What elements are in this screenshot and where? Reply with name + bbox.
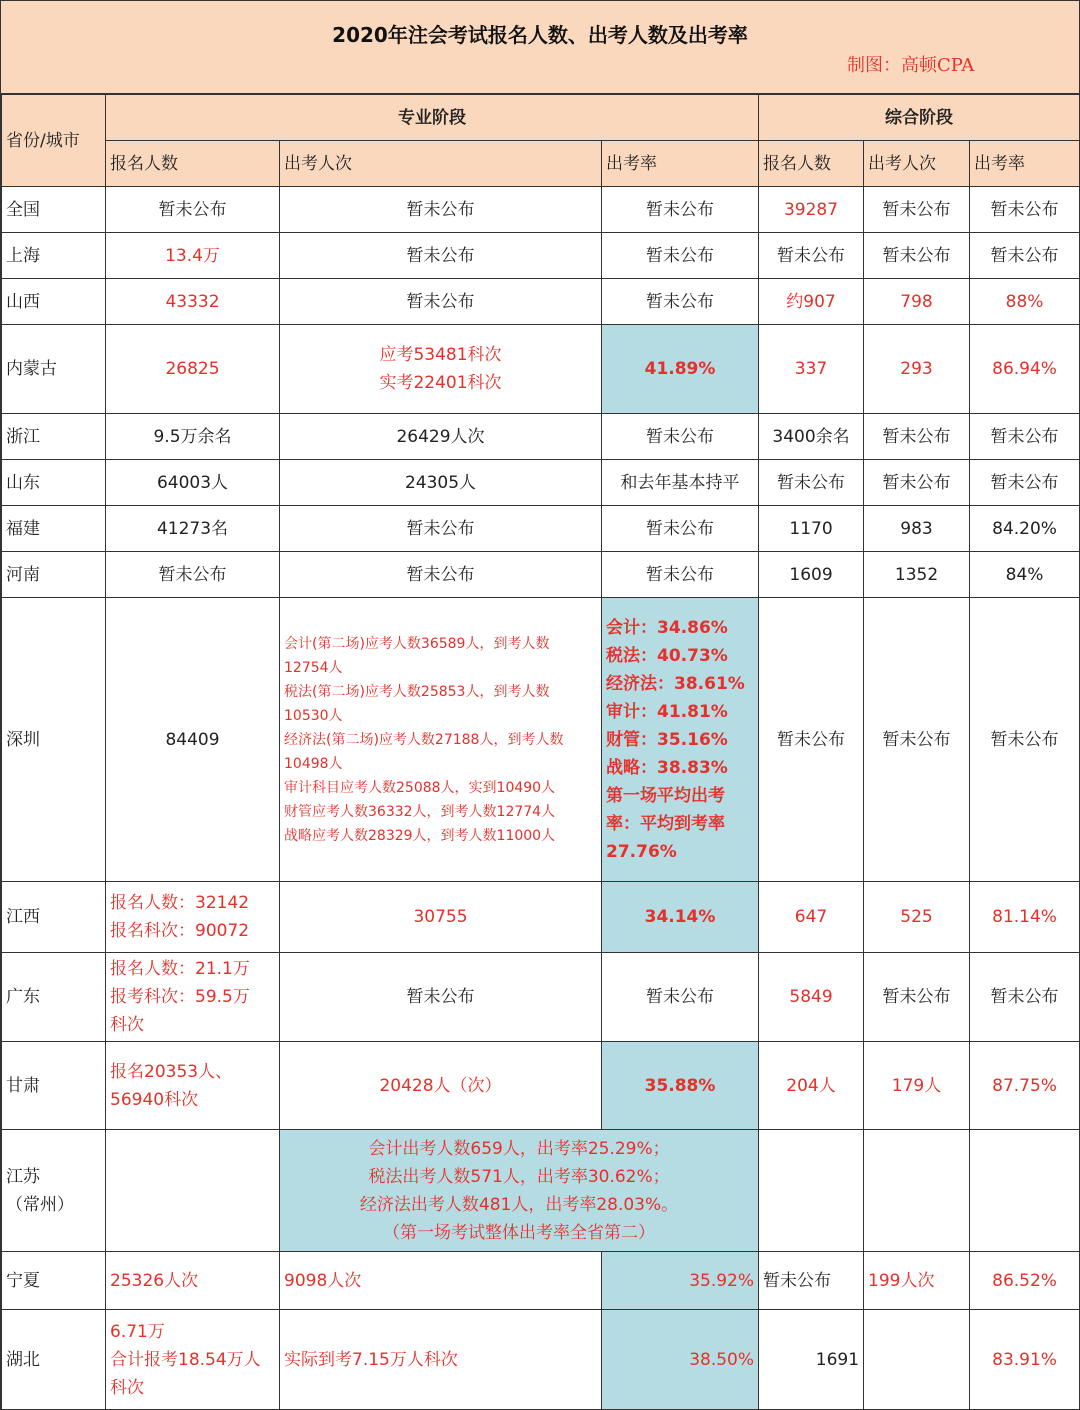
cell-p-registered: 84409 [106, 598, 280, 882]
cell-c-registered: 暂未公布 [759, 598, 864, 882]
cell-p-attendance: 暂未公布 [280, 233, 602, 279]
cell-c-rate: 86.94% [970, 325, 1080, 414]
cell-p-attendance: 24305人 [280, 460, 602, 506]
cell-region: 河南 [2, 552, 106, 598]
cell-region: 宁夏 [2, 1252, 106, 1310]
table-row [2, 598, 1080, 882]
cell-c-rate: 暂未公布 [970, 460, 1080, 506]
cell-c-attendance: 暂未公布 [864, 414, 970, 460]
cell-c-attendance: 798 [864, 279, 970, 325]
table-row [2, 233, 1080, 279]
cell-c-rate: 84.20% [970, 506, 1080, 552]
cell-c-rate: 暂未公布 [970, 598, 1080, 882]
cell-region: 甘肃 [2, 1042, 106, 1130]
cell-p-registered: 报名人数：21.1万 报考科次：59.5万 科次 [106, 953, 280, 1042]
cell-p-registered: 26825 [106, 325, 280, 414]
cell-p-rate: 暂未公布 [602, 506, 759, 552]
cell-c-registered: 3400余名 [759, 414, 864, 460]
table-row [2, 325, 1080, 414]
table-row [2, 460, 1080, 506]
cell-p-registered: 6.71万 合计报考18.54万人 科次 [106, 1310, 280, 1410]
table-row [2, 279, 1080, 325]
cell-c-registered: 暂未公布 [759, 1252, 864, 1310]
sheet-title: 2020年注会考试报名人数、出考人数及出考率 [332, 23, 748, 47]
cell-c-attendance: 293 [864, 325, 970, 414]
cell-p-registered: 13.4万 [106, 233, 280, 279]
cell-c-registered [759, 1130, 864, 1252]
cell-region: 福建 [2, 506, 106, 552]
cell-p-registered: 41273名 [106, 506, 280, 552]
header-p-registered: 报名人数 [106, 141, 280, 187]
cell-c-attendance: 暂未公布 [864, 460, 970, 506]
header-c-attendance: 出考人次 [864, 141, 970, 187]
cell-p-registered: 43332 [106, 279, 280, 325]
cell-c-attendance: 199人次 [864, 1252, 970, 1310]
cell-c-rate [970, 1130, 1080, 1252]
cell-p-merged-summary: 会计出考人数659人，出考率25.29%； 税法出考人数571人，出考率30.62%； 经济法出考人数481人，出考率28.03%。 （第一场考试整体出考率全省第二） [280, 1130, 759, 1252]
cell-c-registered: 约907 [759, 279, 864, 325]
table-row [2, 187, 1080, 233]
cell-p-rate: 暂未公布 [602, 953, 759, 1042]
cell-c-rate: 84% [970, 552, 1080, 598]
cell-c-rate: 暂未公布 [970, 233, 1080, 279]
cell-p-attendance: 26429人次 [280, 414, 602, 460]
table-row [2, 882, 1080, 953]
cell-c-rate: 暂未公布 [970, 953, 1080, 1042]
cell-c-rate: 87.75% [970, 1042, 1080, 1130]
cell-region: 浙江 [2, 414, 106, 460]
cell-c-registered: 1609 [759, 552, 864, 598]
cell-c-rate: 暂未公布 [970, 414, 1080, 460]
cell-region: 江苏 （常州） [2, 1130, 106, 1252]
cell-c-attendance: 暂未公布 [864, 598, 970, 882]
cell-p-attendance: 暂未公布 [280, 953, 602, 1042]
cell-c-attendance [864, 1310, 970, 1410]
cell-p-attendance: 20428人（次） [280, 1042, 602, 1130]
cell-region: 山西 [2, 279, 106, 325]
cell-c-registered: 647 [759, 882, 864, 953]
cell-c-attendance: 525 [864, 882, 970, 953]
table-row [2, 953, 1080, 1042]
header-stage-professional: 专业阶段 [106, 95, 759, 141]
header-p-attendance: 出考人次 [280, 141, 602, 187]
table-row [2, 414, 1080, 460]
table-row [2, 1252, 1080, 1310]
header-stage-comprehensive: 综合阶段 [759, 95, 1080, 141]
cell-c-attendance: 1352 [864, 552, 970, 598]
table-row [2, 1042, 1080, 1130]
cell-c-rate: 暂未公布 [970, 187, 1080, 233]
cell-region: 上海 [2, 233, 106, 279]
cell-c-registered: 1170 [759, 506, 864, 552]
cell-p-registered: 报名20353人、 56940科次 [106, 1042, 280, 1130]
cell-c-rate: 83.91% [970, 1310, 1080, 1410]
cell-p-attendance: 9098人次 [280, 1252, 602, 1310]
cell-c-attendance [864, 1130, 970, 1252]
cell-c-attendance: 暂未公布 [864, 187, 970, 233]
cell-p-attendance: 30755 [280, 882, 602, 953]
cell-p-attendance: 会计(第二场)应考人数36589人，到考人数 12754人 税法(第二场)应考人数25853人，到考人数 10530人 经济法(第二场)应考人数27188人，到考人数 10498人 审计科目应考人数25088人，实到10490人 财管应考人数36332人，到考人数12774人 战略应考人数28329人，到考人数11000人 [280, 598, 602, 882]
cell-region: 全国 [2, 187, 106, 233]
cell-p-rate: 38.50% [602, 1310, 759, 1410]
table-row [2, 552, 1080, 598]
header-row-stage [2, 95, 1080, 141]
cell-p-rate: 暂未公布 [602, 279, 759, 325]
cell-p-registered: 暂未公布 [106, 187, 280, 233]
header-c-rate: 出考率 [970, 141, 1080, 187]
data-table [1, 94, 1080, 1410]
cell-p-rate: 暂未公布 [602, 233, 759, 279]
cell-p-rate: 35.92% [602, 1252, 759, 1310]
cell-region: 山东 [2, 460, 106, 506]
cell-p-rate: 41.89% [602, 325, 759, 414]
cell-p-rate: 会计：34.86% 税法：40.73% 经济法：38.61% 审计：41.81% 财管：35.16% 战略：38.83% 第一场平均出考 率：平均到考率 27.76% [602, 598, 759, 882]
cell-c-attendance: 983 [864, 506, 970, 552]
cell-p-registered: 25326人次 [106, 1252, 280, 1310]
cell-region: 湖北 [2, 1310, 106, 1410]
cell-p-registered: 64003人 [106, 460, 280, 506]
cell-c-registered: 5849 [759, 953, 864, 1042]
cell-p-attendance: 实际到考7.15万人科次 [280, 1310, 602, 1410]
cell-p-attendance: 暂未公布 [280, 506, 602, 552]
table-row [2, 1130, 1080, 1252]
cell-c-attendance: 暂未公布 [864, 233, 970, 279]
cell-region: 内蒙古 [2, 325, 106, 414]
header-row-columns [2, 141, 1080, 187]
cell-p-rate: 35.88% [602, 1042, 759, 1130]
cell-p-registered: 9.5万余名 [106, 414, 280, 460]
cell-region: 广东 [2, 953, 106, 1042]
table-row [2, 1310, 1080, 1410]
chart-credit: 制图：高顿CPA [847, 55, 975, 76]
cell-p-registered: 暂未公布 [106, 552, 280, 598]
cell-c-rate: 86.52% [970, 1252, 1080, 1310]
cell-p-rate: 暂未公布 [602, 187, 759, 233]
cell-c-registered: 暂未公布 [759, 233, 864, 279]
cell-c-registered: 204人 [759, 1042, 864, 1130]
cell-c-attendance: 179人 [864, 1042, 970, 1130]
cell-p-attendance: 暂未公布 [280, 279, 602, 325]
cell-p-rate: 和去年基本持平 [602, 460, 759, 506]
cell-c-rate: 88% [970, 279, 1080, 325]
cell-p-registered: 报名人数：32142 报名科次：90072 [106, 882, 280, 953]
cell-p-rate: 暂未公布 [602, 414, 759, 460]
cell-c-rate: 81.14% [970, 882, 1080, 953]
cell-p-attendance: 应考53481科次 实考22401科次 [280, 325, 602, 414]
cell-c-registered: 337 [759, 325, 864, 414]
cell-p-registered [106, 1130, 280, 1252]
header-region: 省份/城市 [2, 95, 106, 187]
cell-p-rate: 34.14% [602, 882, 759, 953]
cell-c-attendance: 暂未公布 [864, 953, 970, 1042]
table-row [2, 506, 1080, 552]
header-c-registered: 报名人数 [759, 141, 864, 187]
cell-c-registered: 1691 [759, 1310, 864, 1410]
cell-p-attendance: 暂未公布 [280, 552, 602, 598]
cell-p-rate: 暂未公布 [602, 552, 759, 598]
header-p-rate: 出考率 [602, 141, 759, 187]
cell-region: 江西 [2, 882, 106, 953]
cell-p-attendance: 暂未公布 [280, 187, 602, 233]
cell-c-registered: 39287 [759, 187, 864, 233]
cell-c-registered: 暂未公布 [759, 460, 864, 506]
title-band [1, 1, 1079, 94]
cell-region: 深圳 [2, 598, 106, 882]
